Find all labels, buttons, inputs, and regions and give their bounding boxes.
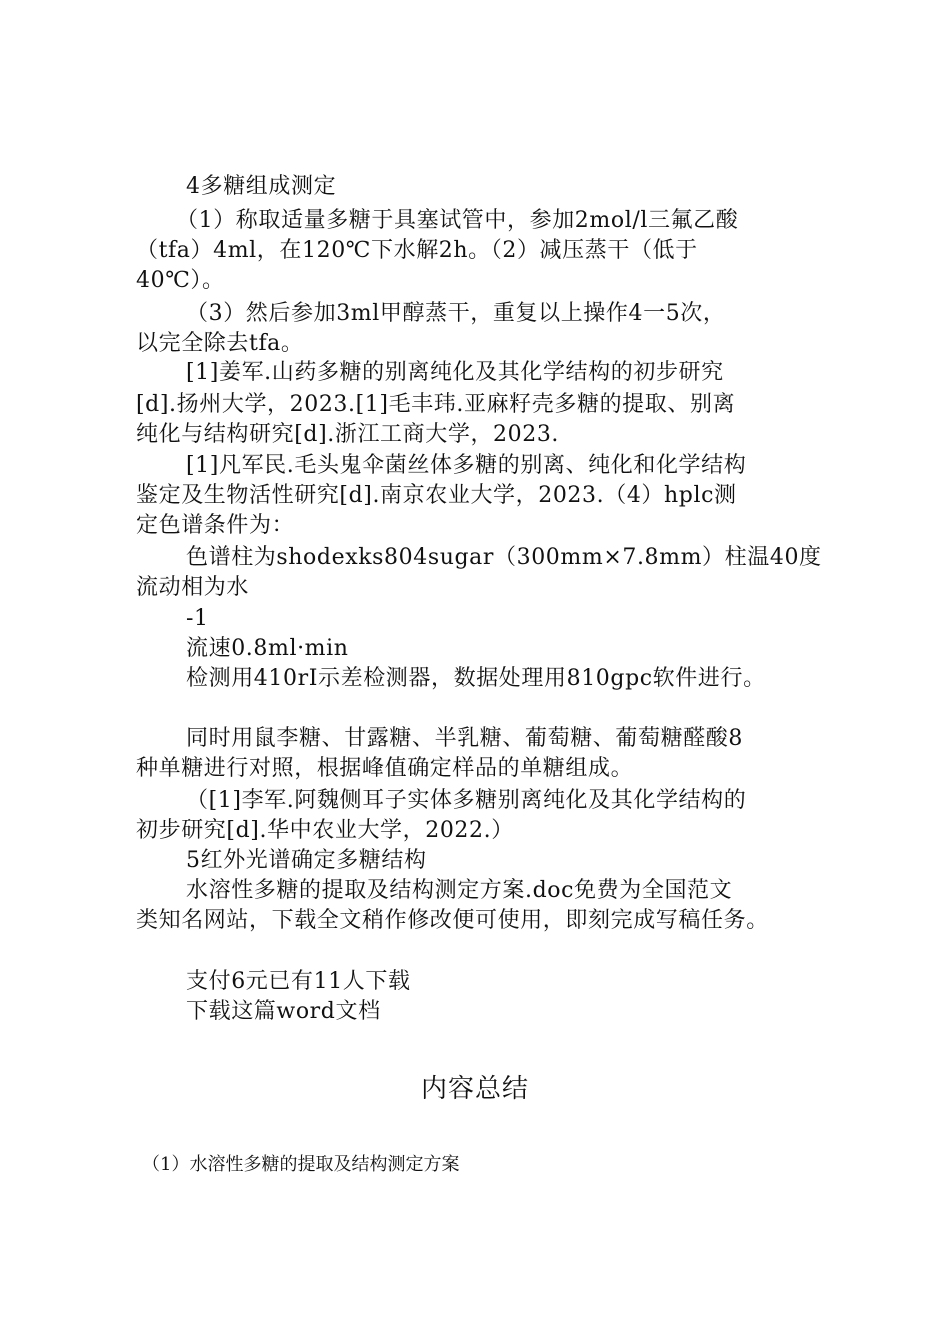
paragraph-line: 同时用鼠李糖、甘露糖、半乳糖、葡萄糖、葡萄糖醛酸8 — [186, 726, 743, 751]
paragraph-line: 流动相为水 — [136, 575, 250, 600]
paragraph-line: 色谱柱为shodexks804sugar（300mm×7.8mm）柱温40度 — [186, 545, 822, 570]
paragraph-line: （1）称取适量多糖于具塞试管中，参加2mol/l三氟乙酸 — [176, 208, 739, 233]
superscript-line: -1 — [186, 606, 209, 631]
download-count-text: 支付6元已有11人下载 — [186, 969, 411, 994]
reference-line: 鉴定及生物活性研究[d].南京农业大学，2023.（4）hplc测 — [136, 483, 737, 508]
paragraph-line: 水溶性多糖的提取及结构测定方案.doc免费为全国范文 — [186, 878, 733, 903]
paragraph-line: 检测用410rⅠ示差检测器，数据处理用810gpc软件进行。 — [186, 666, 766, 691]
paragraph-line: 以完全除去tfa。 — [136, 331, 304, 356]
paragraph-line: 种单糖进行对照，根据峰值确定样品的单糖组成。 — [136, 756, 634, 781]
reference-line: （[1]李军.阿魏侧耳子实体多糖别离纯化及其化学结构的 — [186, 788, 747, 813]
paragraph-line: 定色谱条件为： — [136, 513, 295, 538]
summary-title: 内容总结 — [420, 1074, 529, 1104]
section-heading-composition: 4多糖组成测定 — [186, 174, 337, 199]
reference-line: [1]姜军.山药多糖的别离纯化及其化学结构的初步研究 — [186, 360, 724, 385]
reference-line: [1]凡军民.毛头鬼伞菌丝体多糖的别离、纯化和化学结构 — [186, 453, 747, 478]
summary-item: （1）水溶性多糖的提取及结构测定方案 — [142, 1154, 460, 1175]
paragraph-line: （3）然后参加3ml甲醇蒸干，重复以上操作4一5次， — [186, 301, 726, 326]
reference-line: [d].扬州大学，2023.[1]毛丰玮.亚麻籽壳多糖的提取、别离 — [136, 392, 736, 417]
paragraph-line: （tfa）4ml，在120℃下水解2h。（2）减压蒸干（低于 — [136, 238, 698, 263]
section-heading-infrared: 5红外光谱确定多糖结构 — [186, 848, 427, 873]
paragraph-line: 40℃）。 — [136, 268, 225, 293]
reference-line: 纯化与结构研究[d].浙江工商大学，2023. — [136, 422, 560, 447]
download-document-link[interactable]: 下载这篇word文档 — [186, 999, 381, 1024]
reference-line: 初步研究[d].华中农业大学，2022.） — [136, 818, 514, 843]
paragraph-line: 流速0.8ml·min — [186, 636, 349, 661]
paragraph-line: 类知名网站，下载全文稍作修改便可使用，即刻完成写稿任务。 — [136, 908, 769, 933]
